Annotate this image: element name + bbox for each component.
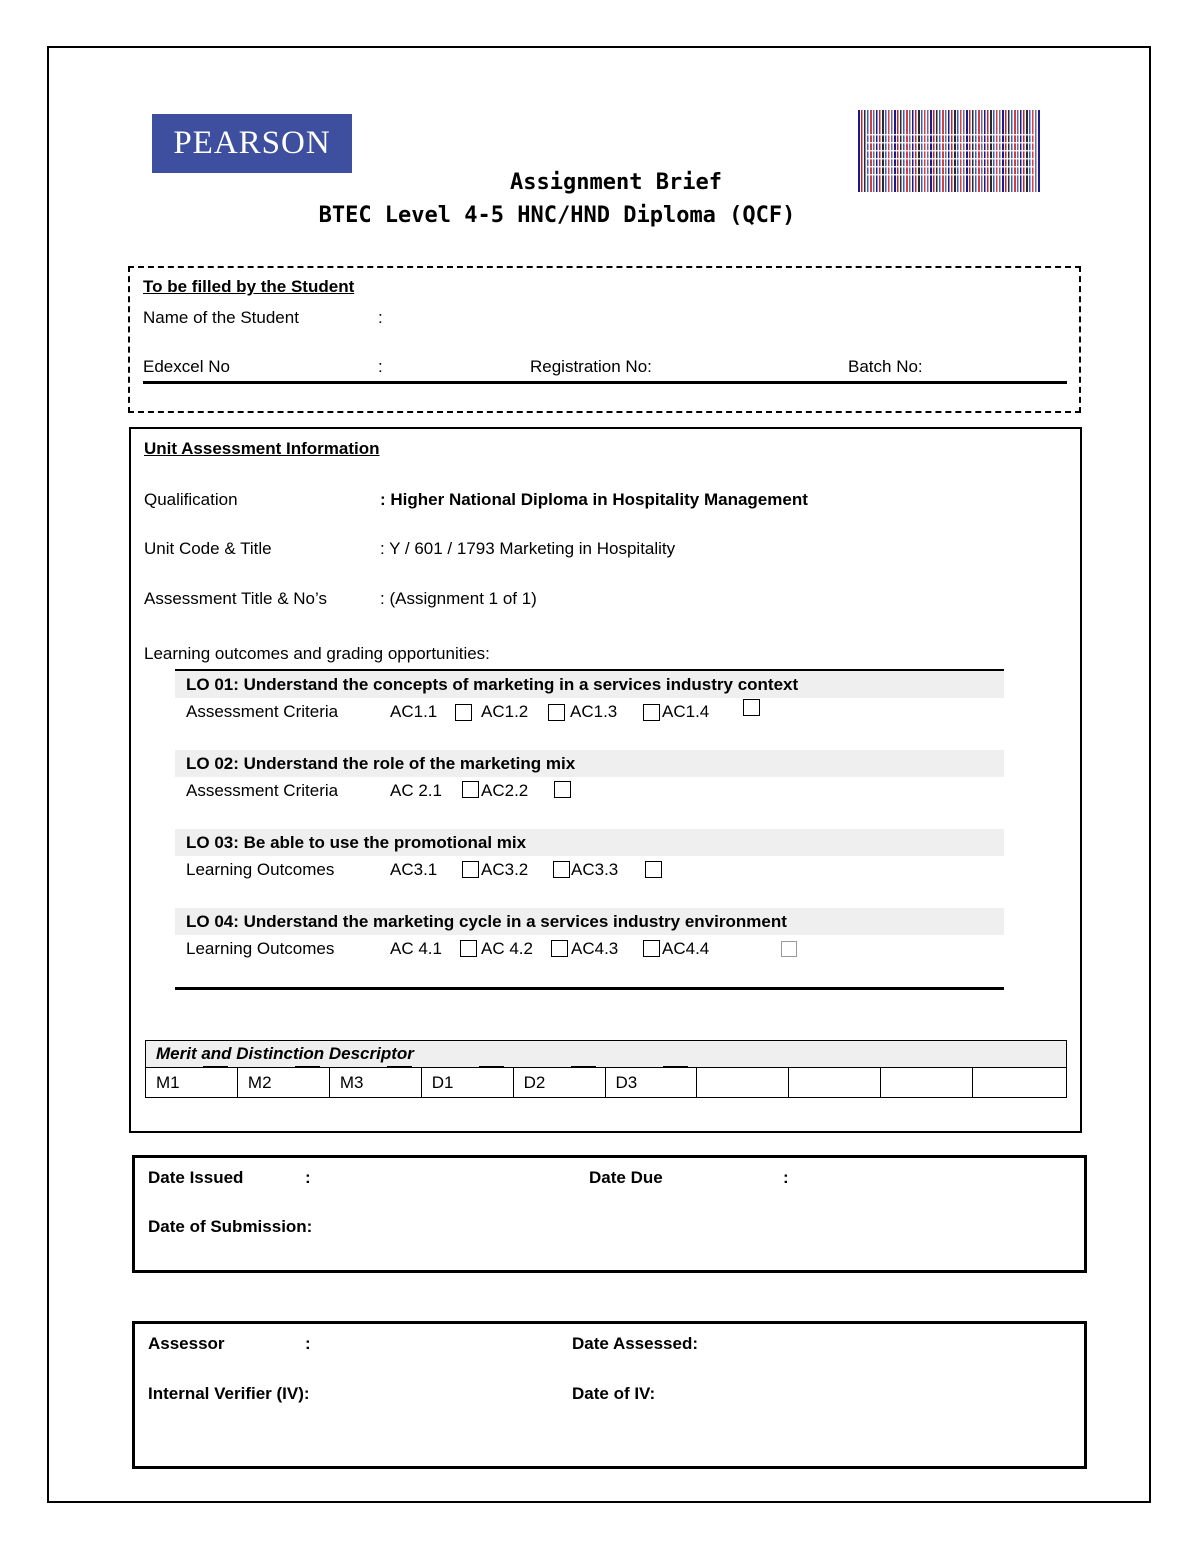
edexcel-label: Edexcel No (143, 357, 230, 376)
assessor-colon: : (305, 1334, 311, 1353)
md-cell[interactable] (881, 1068, 973, 1098)
lo-bottom-rule (175, 987, 1004, 990)
pearson-logo: PEARSON (152, 114, 352, 173)
criteria-label: AC 4.2 (481, 939, 533, 958)
date-assessed-label: Date Assessed: (572, 1334, 698, 1353)
student-name-colon: : (378, 308, 383, 327)
md-tick (663, 1066, 688, 1068)
md-cell[interactable] (697, 1068, 789, 1098)
registration-label: Registration No: (530, 357, 652, 376)
date-iv-label: Date of IV: (572, 1384, 656, 1403)
checkbox-ac4-4[interactable] (781, 941, 797, 957)
lo-02-title: LO 02: Understand the role of the marketing mix (186, 754, 576, 773)
checkbox-ac3-2[interactable] (553, 861, 570, 878)
date-issued-colon: : (305, 1168, 311, 1187)
date-submission-label: Date of Submission: (148, 1217, 313, 1236)
md-cell[interactable] (789, 1068, 881, 1098)
assessor-label: Assessor (148, 1334, 225, 1353)
date-due-colon: : (783, 1168, 789, 1187)
md-tick (479, 1066, 504, 1068)
md-cell[interactable] (973, 1068, 1067, 1098)
unit-code-value: : Y / 601 / 1793 Marketing in Hospitality (380, 539, 676, 558)
criteria-label: AC1.2 (481, 702, 529, 721)
checkbox-ac4-1[interactable] (460, 940, 477, 957)
md-cell[interactable]: M3 (329, 1068, 421, 1098)
checkbox-ac1-1[interactable] (455, 704, 472, 721)
md-tick (387, 1066, 412, 1068)
criteria-label: AC1.4 (662, 702, 710, 721)
checkbox-ac2-1[interactable] (462, 781, 479, 798)
merit-distinction-heading: Merit and Distinction Descriptor (146, 1041, 1067, 1068)
student-name-label: Name of the Student (143, 308, 299, 327)
lo-02-label: Assessment Criteria (186, 781, 339, 800)
md-cell[interactable]: D1 (421, 1068, 513, 1098)
checkbox-ac1-2[interactable] (548, 704, 565, 721)
criteria-label: AC 2.1 (390, 781, 442, 800)
unit-assessment-section (129, 427, 1082, 1133)
checkbox-ac4-3[interactable] (643, 940, 660, 957)
md-tick (203, 1066, 228, 1068)
md-cell[interactable]: M2 (237, 1068, 329, 1098)
md-tick (295, 1066, 320, 1068)
lo-01-label: Assessment Criteria (186, 702, 339, 721)
checkbox-ac3-1[interactable] (462, 861, 479, 878)
criteria-label: AC2.2 (481, 781, 529, 800)
criteria-label: AC3.2 (481, 860, 529, 879)
date-issued-label: Date Issued (148, 1168, 244, 1187)
criteria-label: AC1.3 (570, 702, 618, 721)
checkbox-ac2-2[interactable] (554, 781, 571, 798)
checkbox-ac1-3[interactable] (643, 704, 660, 721)
checkbox-ac1-4[interactable] (743, 699, 760, 716)
merit-distinction-table (145, 1040, 1067, 1098)
assessment-title-value: : (Assignment 1 of 1) (380, 589, 537, 608)
lo-03-title: LO 03: Be able to use the promotional mix (186, 833, 527, 852)
criteria-label: AC1.1 (390, 702, 438, 721)
date-due-label: Date Due (589, 1168, 663, 1187)
qualification-value: : Higher National Diploma in Hospitality Management (380, 490, 808, 509)
unit-section-heading: Unit Assessment Information (144, 439, 380, 458)
criteria-label: AC4.3 (571, 939, 619, 958)
lo-03-label: Learning Outcomes (186, 860, 335, 879)
unit-code-label: Unit Code & Title (144, 539, 272, 558)
edexcel-colon: : (378, 357, 383, 376)
student-underline (143, 381, 1067, 384)
md-tick (571, 1066, 596, 1068)
md-cell[interactable]: M1 (146, 1068, 238, 1098)
document-subtitle: BTEC Level 4-5 HNC/HND Diploma (QCF) (318, 203, 796, 228)
internal-verifier-label: Internal Verifier (IV): (148, 1384, 310, 1403)
batch-label: Batch No: (848, 357, 923, 376)
md-cell[interactable]: D3 (605, 1068, 697, 1098)
checkbox-ac3-3[interactable] (645, 861, 662, 878)
assessment-title-label: Assessment Title & No’s (144, 589, 327, 608)
document-title: Assignment Brief (510, 170, 722, 195)
criteria-label: AC3.1 (390, 860, 438, 879)
lo-intro: Learning outcomes and grading opportunities: (144, 644, 490, 663)
lo-04-title: LO 04: Understand the marketing cycle in a services industry environment (186, 912, 787, 931)
criteria-label: AC 4.1 (390, 939, 442, 958)
criteria-label: AC3.3 (571, 860, 619, 879)
lo-01-title: LO 01: Understand the concepts of marketing in a services industry context (186, 675, 799, 694)
criteria-label: AC4.4 (662, 939, 710, 958)
student-section-heading: To be filled by the Student (143, 277, 355, 296)
qualification-label: Qualification (144, 490, 238, 509)
lo-04-label: Learning Outcomes (186, 939, 335, 958)
md-cell[interactable]: D2 (513, 1068, 605, 1098)
checkbox-ac4-2[interactable] (551, 940, 568, 957)
